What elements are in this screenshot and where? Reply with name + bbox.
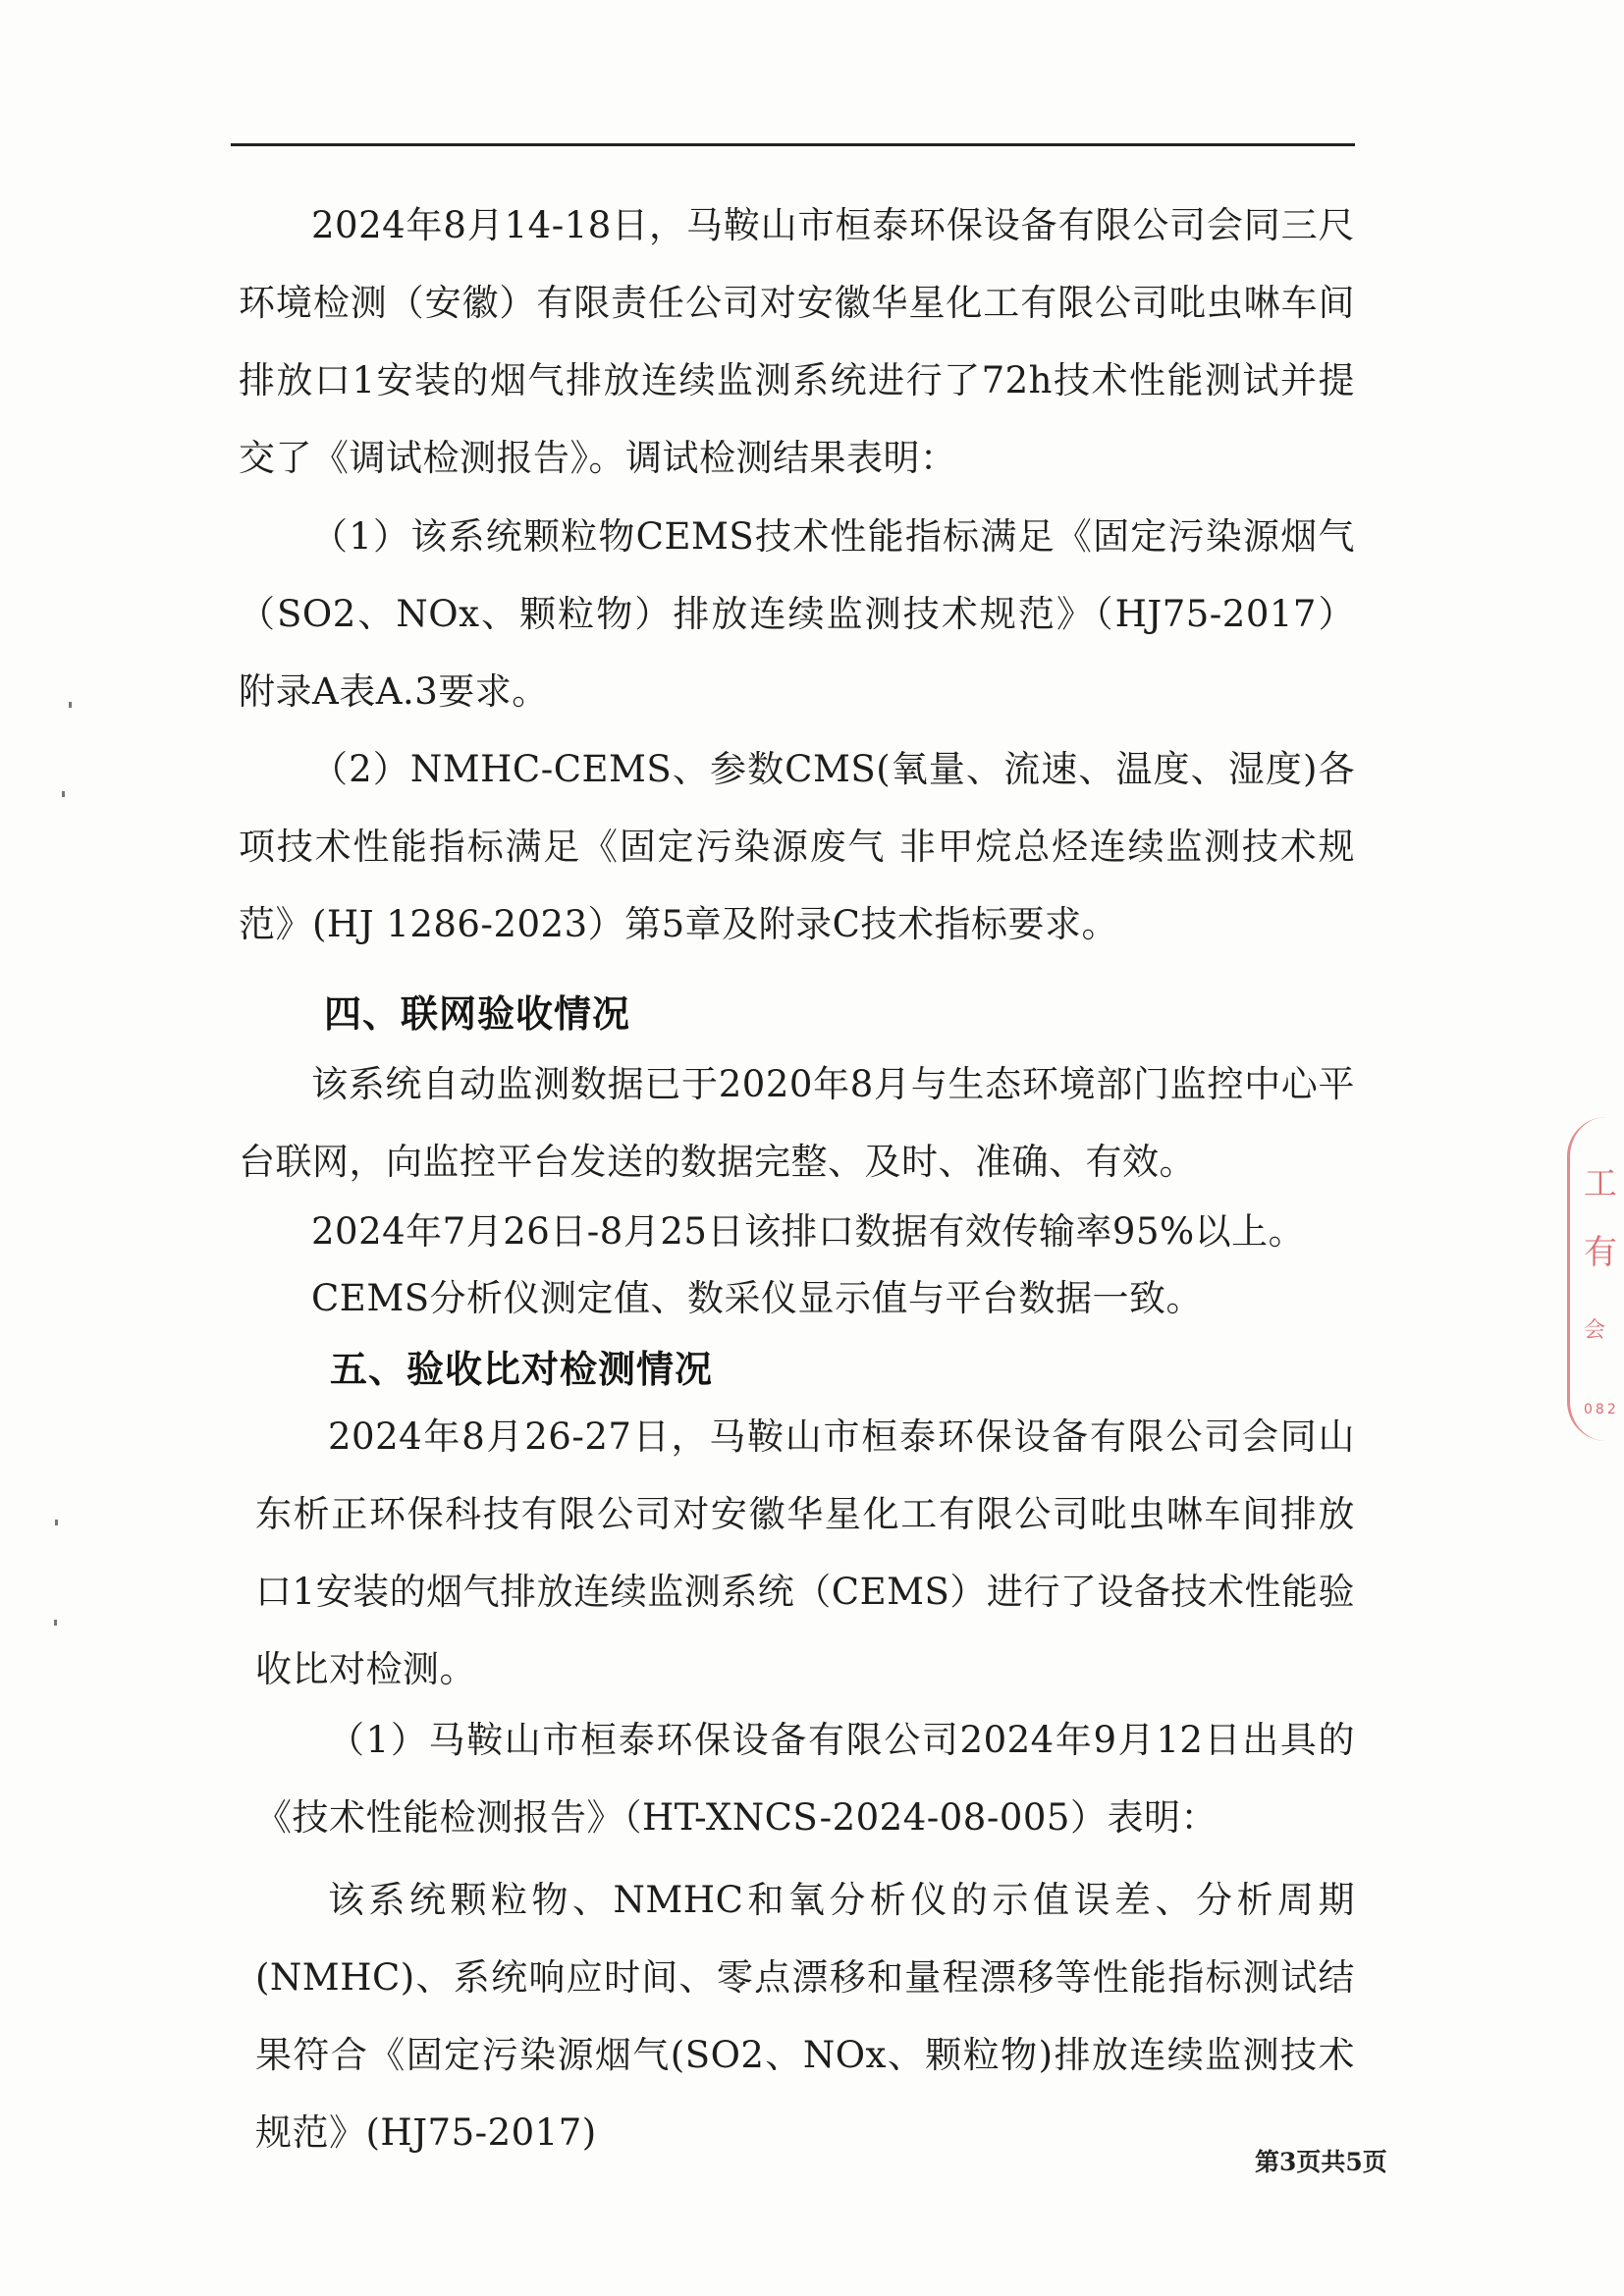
red-seal-stamp <box>1567 1117 1624 1441</box>
paragraph-transmission-rate: 2024年7月26日-8月25日该排口数据有效传输率95%以上。 <box>311 1210 1306 1253</box>
paragraph-particulate-cems-result: （1）该系统颗粒物CEMS技术性能指标满足《固定污染源烟气（SO2、NOx、颗粒物）排放连续监测技术规范》（HJ75-2017）附录A表A.3要求。 <box>239 515 1355 713</box>
stamp-char-2: 有 <box>1584 1233 1617 1272</box>
stamp-digits: 082 <box>1584 1402 1619 1417</box>
section-heading-network-acceptance: 四、联网验收情况 <box>324 992 631 1036</box>
paragraph-acceptance-comparison: 2024年8月26-27日，马鞍山市桓泰环保设备有限公司会同山东析正环保科技有限公司对安徽华星化工有限公司吡虫啉车间排放口1安装的烟气排放连续监测系统（CEMS）进行了设备技术性能验收比对检测。 <box>255 1415 1355 1690</box>
paragraph-data-consistency: CEMS分析仪测定值、数采仪显示值与平台数据一致。 <box>311 1277 1204 1319</box>
scan-speck <box>55 1520 58 1525</box>
paragraph-cems-debugging-test: 2024年8月14-18日，马鞍山市桓泰环保设备有限公司会同三尺环境检测（安徽）有限责任公司对安徽华星化工有限公司吡虫啉车间排放口1安装的烟气排放连续监测系统进行了72h技术性能测试并提交了《调试检测报告》。调试检测结果表明： <box>239 204 1355 479</box>
scan-speck <box>69 702 72 708</box>
header-rule <box>231 143 1355 146</box>
stamp-char-1: 工 <box>1584 1164 1617 1203</box>
section-heading-comparison-test: 五、验收比对检测情况 <box>330 1348 714 1391</box>
stamp-char-3: 会 <box>1584 1318 1606 1343</box>
scan-speck <box>62 791 65 797</box>
page-number: 第3页共5页 <box>1255 2148 1387 2176</box>
paragraph-nmhc-cems-result: （2）NMHC-CEMS、参数CMS(氧量、流速、温度、湿度)各项技术性能指标满足《固定污染源废气 非甲烷总烃连续监测技术规范》(HJ 1286-2023）第5章及附录C技术指标要求。 <box>239 748 1355 945</box>
paragraph-performance-report: （1）马鞍山市桓泰环保设备有限公司2024年9月12日出具的《技术性能检测报告》（HT-XNCS-2024-08-005）表明： <box>255 1719 1355 1839</box>
scan-speck <box>54 1620 57 1626</box>
paragraph-network-connection: 该系统自动监测数据已于2020年8月与生态环境部门监控中心平台联网，向监控平台发送的数据完整、及时、准确、有效。 <box>239 1063 1355 1183</box>
paragraph-analyzer-performance: 该系统颗粒物、NMHC和氧分析仪的示值误差、分析周期(NMHC)、系统响应时间、零点漂移和量程漂移等性能指标测试结果符合《固定污染源烟气(SO2、NOx、颗粒物)排放连续监测技术规范》(HJ75-2017) <box>255 1879 1355 2154</box>
